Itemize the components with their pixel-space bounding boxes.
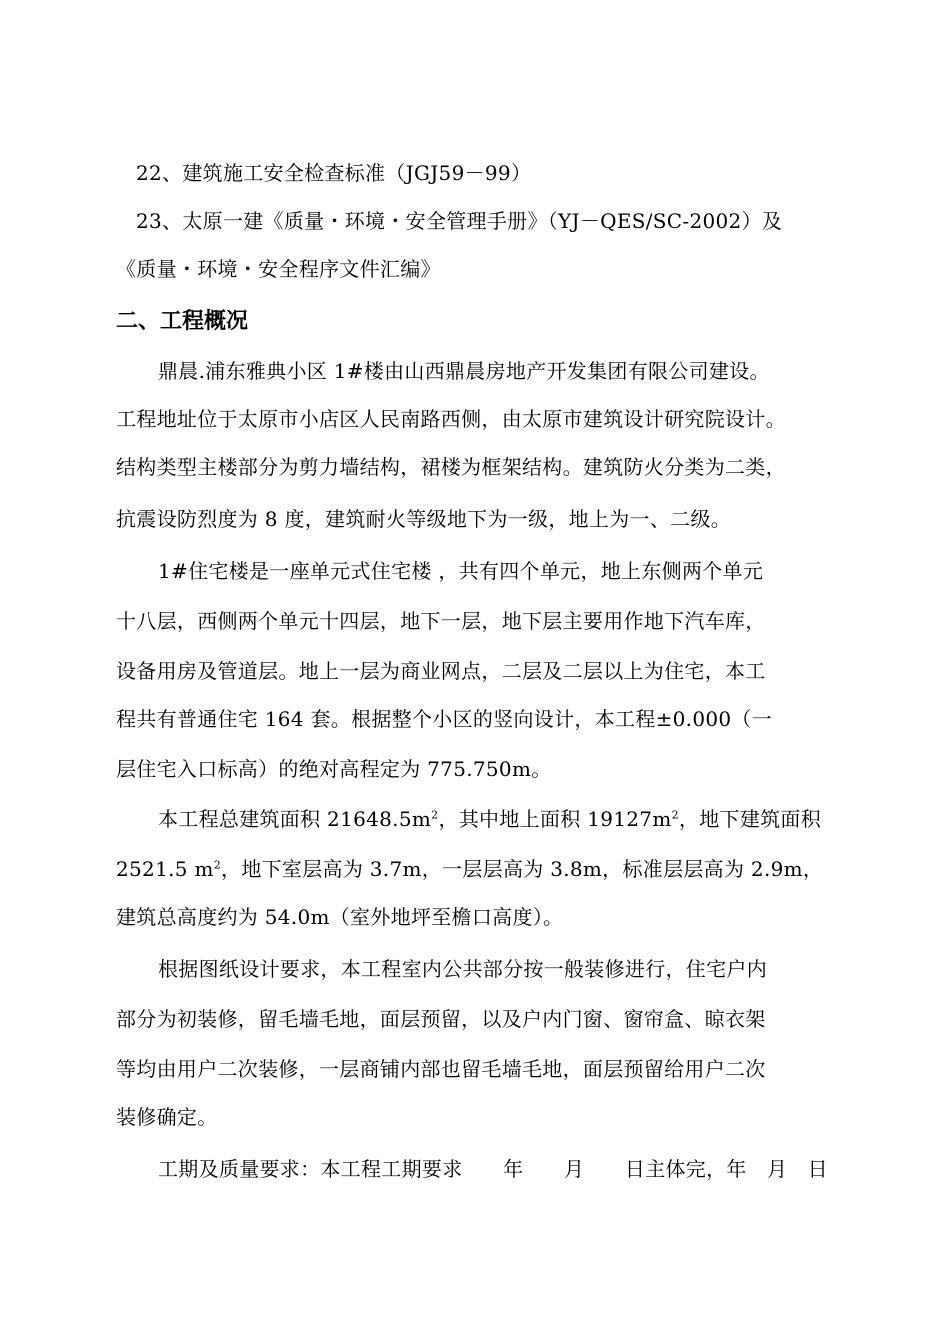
reference-item-23: 23、太原一建《质量・环境・安全管理手册》（YJ－QES/SC-2002）及	[136, 209, 783, 233]
area-unit-superscript: 2	[431, 808, 439, 822]
reference-item-22: 22、建筑施工安全检查标准（JGJ59－99）	[136, 161, 532, 185]
paragraph-5-line-1: 工期及质量要求：本工程工期要求 年 月 日主体完，年 月 日	[158, 1157, 828, 1181]
total-area-text: 本工程总建筑面积 21648.5m	[158, 807, 432, 831]
underground-area-label: ，地下建筑面积	[678, 807, 822, 831]
paragraph-2-line-3: 设备用房及管道层。地上一层为商业网点，二层及二层以上为住宅，本工	[116, 659, 766, 683]
paragraph-2-line-1: 1#住宅楼是一座单元式住宅楼 ，共有四个单元，地上东侧两个单元	[158, 559, 764, 583]
paragraph-4-line-4: 装修确定。	[116, 1105, 218, 1129]
area-unit-superscript: 2	[671, 808, 679, 822]
above-ground-area-text: ，其中地上面积 19127m	[438, 807, 672, 831]
paragraph-1-line-4: 抗震设防烈度为 8 度，建筑耐火等级地下为一级，地上为一、二级。	[116, 507, 732, 531]
paragraph-3-line-3: 建筑总高度约为 54.0m（室外地坪至檐口高度）。	[116, 905, 564, 929]
paragraph-1-line-1: 鼎晨.浦东雅典小区 1#楼由山西鼎晨房地产开发集团有限公司建设。	[158, 359, 770, 383]
paragraph-2-line-4: 程共有普通住宅 164 套。根据整个小区的竖向设计，本工程±0.000（一	[116, 707, 773, 731]
paragraph-4-line-1: 根据图纸设计要求，本工程室内公共部分按一般装修进行，住宅户内	[158, 957, 767, 981]
reference-item-23-continuation: 《质量・环境・安全程序文件汇编》	[116, 257, 441, 281]
paragraph-4-line-2: 部分为初装修，留毛墙毛地，面层预留，以及户内门窗、窗帘盒、晾衣架	[116, 1007, 766, 1031]
paragraph-1-line-2: 工程地址位于太原市小店区人民南路西侧，由太原市建筑设计研究院设计。	[116, 407, 786, 431]
section-heading: 二、工程概况	[116, 309, 249, 334]
paragraph-3-line-1	[158, 805, 918, 833]
paragraph-1-line-3: 结构类型主楼部分为剪力墙结构，裙楼为框架结构。建筑防火分类为二类，	[116, 455, 786, 479]
paragraph-4-line-3: 等均由用户二次装修，一层商铺内部也留毛墙毛地，面层预留给用户二次	[116, 1057, 766, 1081]
floor-heights-text: ，地下室层高为 3.7m，一层层高为 3.8m，标准层层高为 2.9m，	[221, 857, 824, 881]
paragraph-2-line-5: 层住宅入口标高）的绝对高程定为 775.750m。	[116, 757, 552, 781]
area-unit-superscript: 2	[213, 858, 222, 872]
paragraph-2-line-2: 十八层，西侧两个单元十四层，地下一层，地下层主要用作地下汽车库，	[116, 609, 766, 633]
paragraph-3-line-2	[116, 855, 876, 883]
underground-area-text: 2521.5 m	[116, 857, 214, 881]
